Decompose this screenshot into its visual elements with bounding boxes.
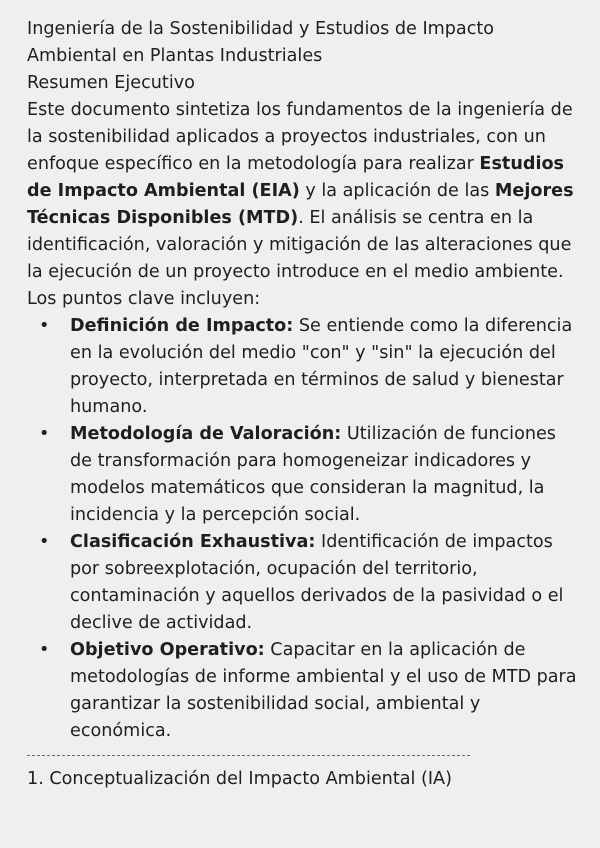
intro-text-1: Este documento sintetiza los fundamentos de la ingeniería de la sostenibilidad aplicados a proyectos industriales, con un enfoque específico en la metodología para realizar (27, 100, 573, 174)
point-term: Metodología de Valoración: (70, 424, 342, 444)
list-item (27, 421, 577, 529)
bullet-icon: • (39, 424, 50, 444)
bullet-icon: • (39, 640, 50, 660)
document-subtitle: Resumen Ejecutivo (27, 73, 195, 93)
point-text: Se entiende como la diferencia en la evolución del medio "con" y "sin" la ejecución del proyecto, interpretada en términos de salud y bienestar humano. (70, 316, 573, 417)
list-item (27, 313, 577, 421)
section-heading: 1. Conceptualización del Impacto Ambiental (IA) (27, 769, 452, 789)
intro-text-2: y la aplicación de las (299, 181, 495, 201)
intro-paragraph (27, 97, 577, 286)
point-term: Definición de Impacto: (70, 316, 294, 336)
point-term: Clasificación Exhaustiva: (70, 532, 316, 552)
list-item (27, 529, 577, 637)
point-text: Capacitar en la aplicación de metodologías de informe ambiental y el uso de MTD para garantizar la sostenibilidad social, ambiental y económica. (70, 640, 577, 741)
key-points-intro: Los puntos clave incluyen: (27, 289, 261, 309)
point-text: Utilización de funciones de transformación para homogeneizar indicadores y modelos matemáticos que consideran la magnitud, la incidencia y la percepción social. (70, 424, 556, 525)
list-item (27, 637, 577, 745)
bullet-icon: • (39, 316, 50, 336)
document-body (27, 16, 577, 793)
point-text: Identificación de impactos por sobreexplotación, ocupación del territorio, contaminación y aquellos derivados de la pasividad o el declive de actividad. (70, 532, 564, 633)
intro-text-3: . El análisis se centra en la identificación, valoración y mitigación de las alteraciones que la ejecución de un proyecto introduce en el medio ambiente. (27, 208, 572, 282)
key-points-list (27, 313, 577, 745)
intro-bold-eia: Estudios de Impacto Ambiental (EIA) (27, 154, 565, 201)
intro-bold-mtd: Mejores Técnicas Disponibles (MTD) (27, 181, 574, 228)
section-divider (27, 755, 470, 756)
bullet-icon: • (39, 532, 50, 552)
point-term: Objetivo Operativo: (70, 640, 265, 660)
document-title: Ingeniería de la Sostenibilidad y Estudios de Impacto Ambiental en Plantas Industriales (27, 19, 495, 66)
